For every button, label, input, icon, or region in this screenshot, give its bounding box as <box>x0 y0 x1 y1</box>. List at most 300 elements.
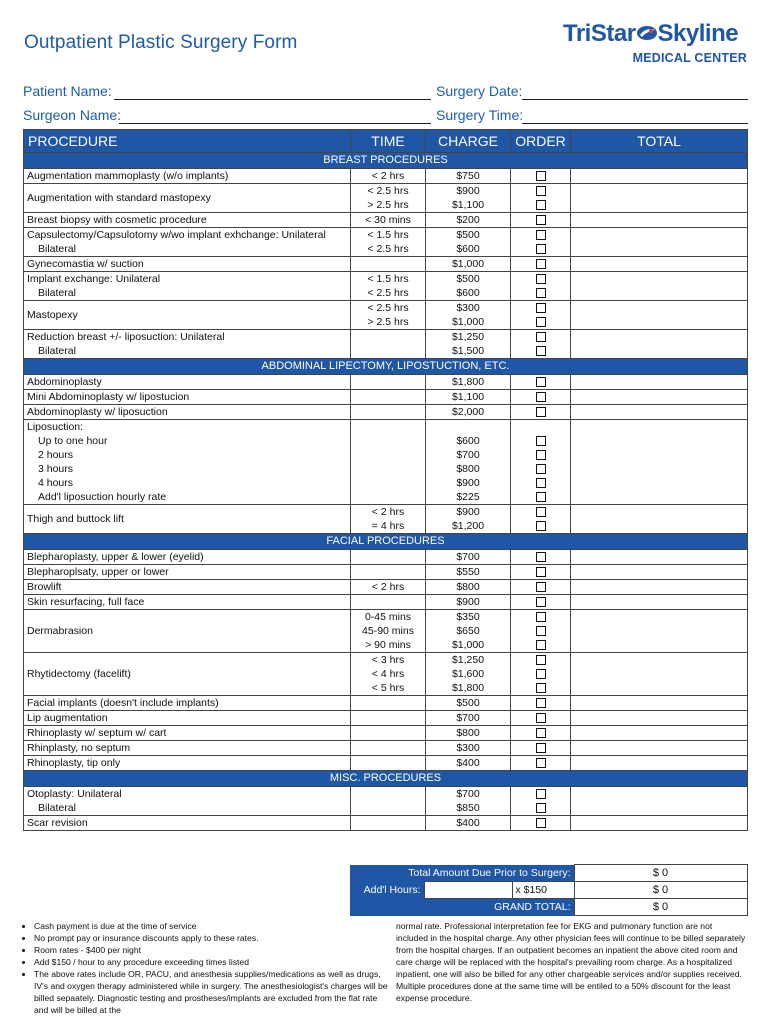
time-value <box>354 390 422 404</box>
procedure-cell <box>24 257 351 272</box>
procedure-name: Skin resurfacing, full face <box>27 596 145 608</box>
time-cell <box>351 756 426 771</box>
charge-value: $800 <box>456 727 480 739</box>
charge-cell <box>426 184 511 213</box>
time-value: < 2.5 hrs <box>367 185 409 197</box>
order-checkbox[interactable] <box>536 743 546 753</box>
order-checkbox[interactable] <box>536 669 546 679</box>
order-cell <box>511 257 571 272</box>
surgery-date-field[interactable] <box>436 83 522 99</box>
procedure-name: Augmentation mammoplasty (w/o implants) <box>27 170 229 182</box>
time-value <box>354 257 422 271</box>
note-item: • No prompt pay or insurance discounts apply to these rates. <box>34 932 390 944</box>
table-row <box>24 550 748 565</box>
procedure-cell <box>24 213 351 228</box>
time-cell <box>351 787 426 816</box>
procedure-name: Breast biopsy with cosmetic procedure <box>27 214 207 226</box>
time-value <box>354 711 422 725</box>
table-row <box>24 405 748 420</box>
charge-value: $500 <box>456 697 480 709</box>
note-item: • Add $150 / hour to any procedure exceeding times listed <box>34 956 390 968</box>
order-checkbox[interactable] <box>536 612 546 622</box>
charge-value: $1,500 <box>451 345 485 357</box>
charge-value: $300 <box>456 302 480 314</box>
charge-value: $1,250 <box>451 331 485 343</box>
addl-hours-value: $ 0 <box>574 882 747 899</box>
section-title: MISC. PROCEDURES <box>24 771 748 787</box>
procedure-name: Reduction breast +/- liposuction: Unilateral <box>27 331 225 343</box>
order-cell <box>511 816 571 831</box>
charge-value: $500 <box>456 273 480 285</box>
time-cell <box>351 505 426 534</box>
charge-value: $400 <box>456 757 480 769</box>
time-cell <box>351 420 426 505</box>
procedure-cell <box>24 330 351 359</box>
time-cell <box>351 711 426 726</box>
time-value <box>354 490 422 504</box>
procedure-name: Up to one hour <box>38 435 108 447</box>
charge-cell <box>426 405 511 420</box>
order-checkbox[interactable] <box>536 492 546 502</box>
charge-cell <box>426 711 511 726</box>
order-checkbox[interactable] <box>536 567 546 577</box>
procedure-name: Rhytidectomy (facelift) <box>27 668 131 680</box>
table-row <box>24 213 748 228</box>
time-cell <box>351 565 426 580</box>
section-title: ABDOMINAL LIPECTOMY, LIPOSTUCTION, ETC. <box>24 359 748 375</box>
section-title: BREAST PROCEDURES <box>24 153 748 169</box>
order-cell <box>511 330 571 359</box>
time-cell <box>351 184 426 213</box>
procedure-name: Blepharoplasty, upper & lower (eyelid) <box>27 551 204 563</box>
time-cell <box>351 595 426 610</box>
order-checkbox[interactable] <box>536 244 546 254</box>
time-cell <box>351 272 426 301</box>
total-cell[interactable] <box>571 228 748 257</box>
procedure-name: Bilateral <box>38 287 76 299</box>
procedure-name: Bilateral <box>38 345 76 357</box>
procedure-name: Bilateral <box>38 802 76 814</box>
procedure-cell <box>24 550 351 565</box>
table-row <box>24 301 748 330</box>
procedure-cell <box>24 420 351 505</box>
charge-value: $1,100 <box>451 391 485 403</box>
surgery-date-label: Surgery Date: <box>436 83 523 99</box>
procedure-name: Facial implants (doesn't include implants) <box>27 697 219 709</box>
total-cell[interactable] <box>571 505 748 534</box>
order-checkbox[interactable] <box>536 464 546 474</box>
time-cell <box>351 257 426 272</box>
time-value <box>354 787 422 801</box>
procedure-cell <box>24 696 351 711</box>
table-row <box>24 816 748 831</box>
procedure-name: Liposuction: <box>27 421 84 433</box>
table-row <box>24 184 748 213</box>
time-cell <box>351 741 426 756</box>
charge-cell <box>426 565 511 580</box>
charge-value: $2,000 <box>451 406 485 418</box>
charge-cell <box>426 301 511 330</box>
table-row <box>24 228 748 257</box>
table-row <box>24 169 748 184</box>
time-value: < 2 hrs <box>371 581 405 593</box>
charge-value: $700 <box>456 712 480 724</box>
grand-total-label: GRAND TOTAL: <box>350 899 574 916</box>
total-cell[interactable] <box>571 711 748 726</box>
procedure-name: Rhinplasty, no septum <box>27 742 131 754</box>
procedure-cell <box>24 816 351 831</box>
total-cell[interactable] <box>571 696 748 711</box>
total-cell[interactable] <box>571 330 748 359</box>
charge-cell <box>426 420 511 505</box>
charge-value: $1,100 <box>451 199 485 211</box>
procedure-name: Bilateral <box>38 243 76 255</box>
total-cell[interactable] <box>571 741 748 756</box>
procedure-cell <box>24 184 351 213</box>
order-checkbox[interactable] <box>536 171 546 181</box>
total-cell[interactable] <box>571 257 748 272</box>
charge-cell <box>426 696 511 711</box>
total-cell[interactable] <box>571 301 748 330</box>
charge-value: $600 <box>456 287 480 299</box>
addl-hours-label: Add'l Hours: <box>350 882 424 899</box>
order-checkbox[interactable] <box>536 789 546 799</box>
table-row <box>24 565 748 580</box>
charge-value: $400 <box>456 817 480 829</box>
charge-value: $1,200 <box>451 520 485 532</box>
totals-table <box>350 864 748 916</box>
order-checkbox[interactable] <box>536 186 546 196</box>
total-due-value: $ 0 <box>574 865 747 882</box>
order-checkbox[interactable] <box>536 377 546 387</box>
star-logo-icon <box>636 24 658 42</box>
time-value <box>354 462 422 476</box>
charge-value: $1,000 <box>451 258 485 270</box>
total-cell[interactable] <box>571 756 748 771</box>
table-row <box>24 741 748 756</box>
total-cell[interactable] <box>571 390 748 405</box>
time-value: < 2.5 hrs <box>367 243 409 255</box>
table-row <box>24 610 748 653</box>
note-item: • The above rates include OR, PACU, and anesthesia supplies/medications as well as drugs, IV's and oxygen therapy administered while in surgery. The anesthesiologist's charges will be billed sepaately. Diagnostic testing and prostheses/implants are excluded from the flat rate and will be billed at the <box>34 968 390 1016</box>
logo-brand <box>563 20 738 48</box>
charge-cell <box>426 390 511 405</box>
total-cell[interactable] <box>571 565 748 580</box>
time-value: < 3 hrs <box>371 654 405 666</box>
order-checkbox[interactable] <box>536 655 546 665</box>
time-value: < 1.5 hrs <box>367 229 409 241</box>
order-checkbox[interactable] <box>536 818 546 828</box>
procedure-cell <box>24 580 351 595</box>
total-cell[interactable] <box>571 272 748 301</box>
order-cell <box>511 169 571 184</box>
procedure-cell <box>24 505 351 534</box>
time-cell <box>351 696 426 711</box>
table-row <box>24 330 748 359</box>
time-value <box>354 726 422 740</box>
time-cell <box>351 405 426 420</box>
charge-value: $900 <box>456 596 480 608</box>
order-checkbox[interactable] <box>536 407 546 417</box>
procedure-name: Augmentation with standard mastopexy <box>27 192 211 204</box>
order-cell <box>511 375 571 390</box>
charge-cell <box>426 580 511 595</box>
procedure-name: Scar revision <box>27 817 88 829</box>
procedure-cell <box>24 301 351 330</box>
total-cell[interactable] <box>571 213 748 228</box>
order-cell <box>511 272 571 301</box>
surgery-time-label: Surgery Time: <box>436 107 524 123</box>
procedure-name: Blepharoplsaty, upper or lower <box>27 566 169 578</box>
time-cell <box>351 330 426 359</box>
surgery-time-field[interactable] <box>436 107 523 123</box>
time-value: 0-45 mins <box>364 611 412 623</box>
time-value: < 1.5 hrs <box>367 273 409 285</box>
procedure-cell <box>24 726 351 741</box>
procedure-name: Capsulectomy/Capsulotomy w/wo implant exhchange: Unilateral <box>27 229 326 241</box>
charge-value: $700 <box>456 551 480 563</box>
procedure-cell <box>24 272 351 301</box>
order-checkbox[interactable] <box>536 215 546 225</box>
order-cell <box>511 595 571 610</box>
procedure-cell <box>24 169 351 184</box>
charge-cell <box>426 272 511 301</box>
procedure-name: Thigh and buttock lift <box>27 513 124 525</box>
time-cell <box>351 169 426 184</box>
charge-value: $800 <box>456 463 480 475</box>
order-cell <box>511 228 571 257</box>
total-cell[interactable] <box>571 169 748 184</box>
procedure-name: Rhinoplasty w/ septum w/ cart <box>27 727 167 739</box>
procedure-name: Rhinoplasty, tip only <box>27 757 121 769</box>
time-value: > 2.5 hrs <box>367 316 409 328</box>
charge-cell <box>426 505 511 534</box>
procedure-cell <box>24 741 351 756</box>
hospital-logo <box>563 20 747 68</box>
total-cell[interactable] <box>571 420 748 505</box>
time-cell <box>351 550 426 565</box>
order-checkbox[interactable] <box>536 478 546 488</box>
procedure-name: Browlift <box>27 581 62 593</box>
time-cell <box>351 213 426 228</box>
charge-value: $600 <box>456 435 480 447</box>
time-value <box>354 476 422 490</box>
order-checkbox[interactable] <box>536 552 546 562</box>
total-cell[interactable] <box>571 550 748 565</box>
total-cell[interactable] <box>571 610 748 653</box>
header-time: TIME <box>351 130 426 153</box>
order-checkbox[interactable] <box>536 346 546 356</box>
order-checkbox[interactable] <box>536 582 546 592</box>
patient-name-line[interactable] <box>114 99 431 100</box>
charge-cell <box>426 375 511 390</box>
order-cell <box>511 301 571 330</box>
charge-value: $600 <box>456 243 480 255</box>
procedure-name: Dermabrasion <box>27 625 93 637</box>
header-total: TOTAL <box>571 130 748 153</box>
order-checkbox[interactable] <box>536 303 546 313</box>
order-cell <box>511 653 571 696</box>
order-checkbox[interactable] <box>536 640 546 650</box>
time-value <box>354 550 422 564</box>
procedure-cell <box>24 565 351 580</box>
logo-brand-part1: TriStar <box>563 20 636 47</box>
procedure-name: 4 hours <box>38 477 74 489</box>
time-value: < 2.5 hrs <box>367 302 409 314</box>
addl-hours-input[interactable] <box>424 882 512 899</box>
time-value <box>354 434 422 448</box>
total-cell[interactable] <box>571 787 748 816</box>
order-checkbox[interactable] <box>536 758 546 768</box>
charge-cell <box>426 756 511 771</box>
charge-value: $1,000 <box>451 316 485 328</box>
charge-value <box>429 420 507 434</box>
procedure-cell <box>24 756 351 771</box>
table-row <box>24 726 748 741</box>
order-checkbox[interactable] <box>536 259 546 269</box>
time-cell <box>351 653 426 696</box>
order-cell <box>511 756 571 771</box>
table-row <box>24 711 748 726</box>
table-row <box>24 580 748 595</box>
table-row <box>24 595 748 610</box>
time-cell <box>351 726 426 741</box>
order-checkbox[interactable] <box>536 507 546 517</box>
procedure-cell <box>24 787 351 816</box>
total-cell[interactable] <box>571 405 748 420</box>
charge-value: $900 <box>456 477 480 489</box>
table-row <box>24 505 748 534</box>
logo-subtitle: MEDICAL CENTER <box>632 51 747 65</box>
order-checkbox[interactable] <box>536 626 546 636</box>
order-checkbox[interactable] <box>536 713 546 723</box>
charge-value: $700 <box>456 449 480 461</box>
charge-value: $300 <box>456 742 480 754</box>
order-checkbox[interactable] <box>536 436 546 446</box>
charge-cell <box>426 653 511 696</box>
order-cell <box>511 787 571 816</box>
table-row <box>24 420 748 505</box>
total-cell[interactable] <box>571 184 748 213</box>
total-cell[interactable] <box>571 375 748 390</box>
time-value <box>354 405 422 419</box>
surgery-time-line[interactable] <box>522 123 748 124</box>
order-checkbox[interactable] <box>536 597 546 607</box>
surgeon-name-field[interactable] <box>23 107 121 123</box>
total-cell[interactable] <box>571 726 748 741</box>
order-checkbox[interactable] <box>536 803 546 813</box>
procedure-cell <box>24 711 351 726</box>
time-value: < 4 hrs <box>371 668 405 680</box>
table-row <box>24 272 748 301</box>
header-order: ORDER <box>511 130 571 153</box>
time-value <box>354 741 422 755</box>
order-checkbox[interactable] <box>536 698 546 708</box>
patient-name-field[interactable] <box>23 83 112 99</box>
charge-cell <box>426 741 511 756</box>
section-title: FACIAL PROCEDURES <box>24 534 748 550</box>
time-value <box>354 696 422 710</box>
order-cell <box>511 610 571 653</box>
time-value: > 90 mins <box>365 639 411 651</box>
form-title: Outpatient Plastic Surgery Form <box>24 32 298 53</box>
logo-brand-part2: Skyline <box>657 20 739 47</box>
order-checkbox[interactable] <box>536 683 546 693</box>
order-checkbox[interactable] <box>536 200 546 210</box>
table-row <box>24 653 748 696</box>
table-row <box>24 756 748 771</box>
charge-value: $650 <box>456 625 480 637</box>
time-value <box>354 330 422 344</box>
order-checkbox[interactable] <box>536 450 546 460</box>
procedure-table <box>23 129 748 831</box>
order-checkbox[interactable] <box>536 274 546 284</box>
time-value <box>354 565 422 579</box>
time-cell <box>351 390 426 405</box>
patient-name-label: Patient Name: <box>23 83 112 99</box>
time-value: < 2 hrs <box>371 170 405 182</box>
charge-cell <box>426 787 511 816</box>
order-cell <box>511 580 571 595</box>
total-cell[interactable] <box>571 816 748 831</box>
time-cell <box>351 301 426 330</box>
surgeon-name-line[interactable] <box>119 123 431 124</box>
total-cell[interactable] <box>571 595 748 610</box>
time-value: < 2.5 hrs <box>367 287 409 299</box>
time-cell <box>351 580 426 595</box>
charge-cell <box>426 816 511 831</box>
procedure-cell <box>24 405 351 420</box>
procedure-cell <box>24 653 351 696</box>
charge-cell <box>426 595 511 610</box>
procedure-cell <box>24 595 351 610</box>
charge-value: $350 <box>456 611 480 623</box>
procedure-cell <box>24 375 351 390</box>
order-checkbox[interactable] <box>536 332 546 342</box>
order-checkbox[interactable] <box>536 392 546 402</box>
time-cell <box>351 375 426 390</box>
charge-cell <box>426 610 511 653</box>
order-checkbox[interactable] <box>536 521 546 531</box>
table-row <box>24 787 748 816</box>
order-checkbox[interactable] <box>536 317 546 327</box>
table-row <box>24 257 748 272</box>
order-checkbox[interactable] <box>536 230 546 240</box>
surgery-date-line[interactable] <box>522 99 748 100</box>
time-value: 45-90 mins <box>362 625 414 637</box>
table-row <box>24 375 748 390</box>
time-value <box>354 756 422 770</box>
total-cell[interactable] <box>571 580 748 595</box>
order-checkbox[interactable] <box>536 288 546 298</box>
table-row <box>24 390 748 405</box>
charge-cell <box>426 169 511 184</box>
total-cell[interactable] <box>571 653 748 696</box>
grand-total-value: $ 0 <box>574 899 747 916</box>
procedure-name: Otoplasty: Unilateral <box>27 788 122 800</box>
time-value <box>354 344 422 358</box>
charge-value: $500 <box>456 229 480 241</box>
order-checkbox[interactable] <box>536 728 546 738</box>
charge-value: $1,800 <box>451 682 485 694</box>
time-value: < 5 hrs <box>371 682 405 694</box>
table-row <box>24 696 748 711</box>
section-header-row <box>24 771 748 787</box>
addl-hours-rate: x $150 <box>512 882 574 899</box>
time-value <box>354 420 422 434</box>
order-cell <box>511 550 571 565</box>
order-cell <box>511 565 571 580</box>
